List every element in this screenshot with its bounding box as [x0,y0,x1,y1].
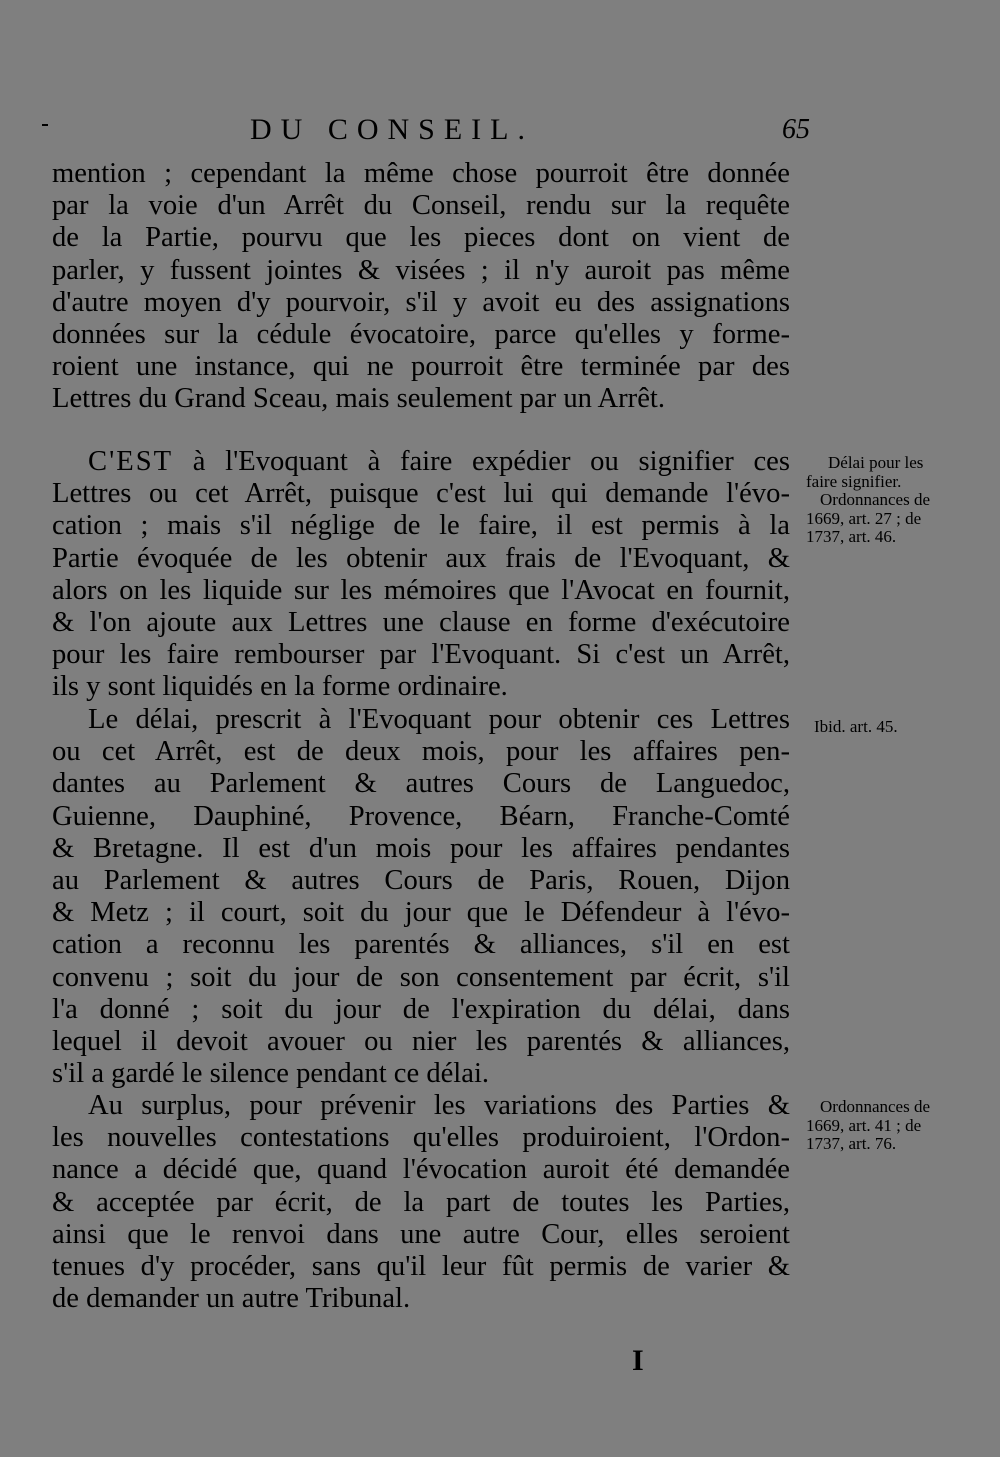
text-line: les nouvelles contestations qu'elles produiroient, l'Ordon- [52,1122,790,1154]
margin-note-line: 1737, art. 76. [806,1134,897,1153]
text-line: Lettres du Grand Sceau, mais seulement par un Arrêt. [52,383,665,415]
text-line: d'autre moyen d'y pourvoir, s'il y avoit eu des assignations [52,286,790,318]
text-line: parler, y fussent jointes & visées ; il n'y auroit pas même [52,254,790,286]
margin-note-line: 1669, art. 41 ; de [806,1115,922,1135]
paragraph-3 [52,704,790,1090]
text-line: Guienne, Dauphiné, Provence, Béarn, Franche-Comté [52,800,790,832]
text-line: cation a reconnu les parentés & alliances, s'il en est [52,929,790,961]
text-line: & Bretagne. Il est d'un mois pour les affaires pendantes [52,832,790,864]
text-line: Lettres ou cet Arrêt, puisque c'est lui qui demande l'évo- [52,478,790,510]
margin-note-1 [806,454,966,547]
text-line: s'il a gardé le silence pendant ce délai. [52,1058,490,1090]
text-line: & Metz ; il court, soit du jour que le Défendeur à l'évo- [52,897,790,929]
text-line: tenues d'y procéder, sans qu'il leur fût permis de varier & [52,1250,790,1282]
paragraph-lead: C'EST [88,446,174,477]
margin-note-3 [806,1098,966,1154]
page-number: 65 [782,114,810,145]
text-line: Partie évoquée de les obtenir aux frais de l'Evoquant, & [52,542,790,574]
text-line: & acceptée par écrit, de la part de toutes les Parties, [52,1186,790,1218]
text-line: de la Partie, pourvu que les pieces dont on vient de [52,222,790,254]
margin-note-line: 1669, art. 27 ; de [806,508,922,528]
text-line: cation ; mais s'il néglige de le faire, il est permis à la [52,510,790,542]
text-line-first [52,446,790,478]
catchword: I [632,1344,644,1377]
text-line: nance a décidé que, quand l'évocation auroit été demandée [52,1154,790,1186]
text-line: mention ; cependant la même chose pourroit être donnée [52,158,790,189]
text-line: ou cet Arrêt, est de deux mois, pour les affaires pen- [52,736,790,768]
text-line: pour les faire rembourser par l'Evoquant. Si c'est un Arrêt, [52,639,790,671]
paragraph-4 [52,1090,790,1315]
text-line: Au surplus, pour prévenir les variations des Parties & [88,1090,790,1121]
running-head: DU CONSEIL. [250,113,534,146]
margin-note-line: Ibid. art. 45. [814,717,898,736]
margin-note-line: Ordonnances de [820,490,930,509]
text-line: dantes au Parlement & autres Cours de Languedoc, [52,768,790,800]
page-mark [42,124,48,126]
text-line: l'a donné ; soit du jour de l'expiration du délai, dans [52,993,790,1025]
text-line: données sur la cédule évocatoire, parce qu'elles y forme- [52,318,790,350]
page-header [250,112,810,148]
margin-note-line: Délai pour les [828,453,924,472]
text-line: & l'on ajoute aux Lettres une clause en forme d'exécutoire [52,606,790,638]
text-line: convenu ; soit du jour de son consentement par écrit, s'il [52,961,790,993]
text-line: roient une instance, qui ne pourroit être terminée par des [52,351,790,383]
paragraph-1 [52,158,790,416]
text-line: ils y sont liquidés en la forme ordinaire. [52,671,508,703]
text-line: lequel il devoit avouer ou nier les parentés & alliances, [52,1025,790,1057]
margin-note-2 [806,718,966,737]
text-line: de demander un autre Tribunal. [52,1283,411,1315]
text-line: ainsi que le renvoi dans une autre Cour, elles seroient [52,1218,790,1250]
text-line: alors on les liquide sur les mémoires que l'Avocat en fournit, [52,574,790,606]
text-line: par la voie d'un Arrêt du Conseil, rendu sur la requête [52,190,790,222]
text-line: Le délai, prescrit à l'Evoquant pour obtenir ces Lettres [88,704,790,735]
paragraph-2 [52,446,790,704]
margin-note-line: 1737, art. 46. [806,527,897,546]
text-line: au Parlement & autres Cours de Paris, Rouen, Dijon [52,864,790,896]
margin-note-line: faire signifier. [806,471,902,491]
first-line-rest: à l'Evoquant à faire expédier ou signifier ces [173,446,790,477]
margin-note-line: Ordonnances de [820,1097,930,1116]
